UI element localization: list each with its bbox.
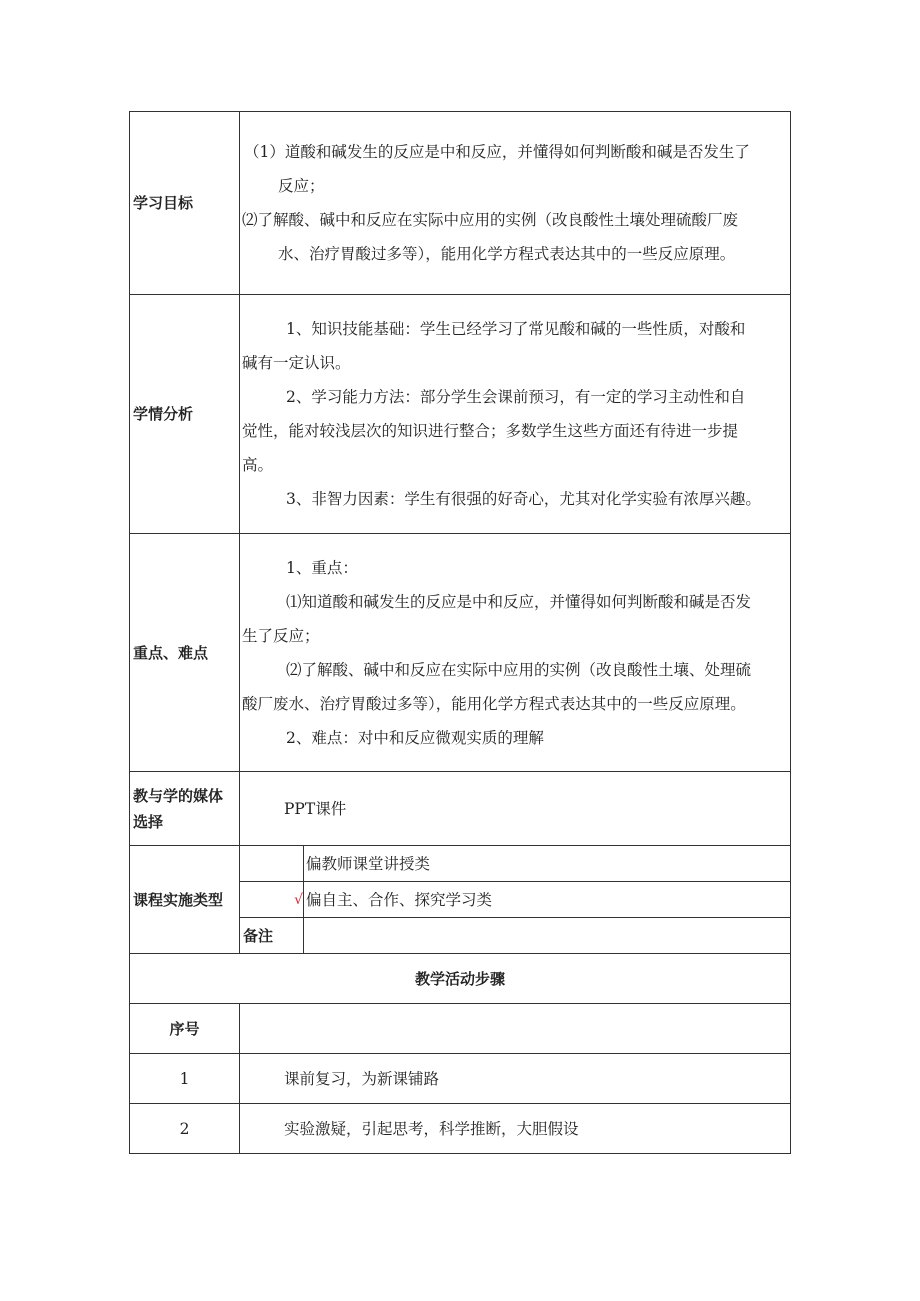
analysis-p3: 3、非智力因素：学生有很强的好奇心，尤其对化学实验有浓厚兴趣。 — [286, 490, 761, 508]
media-value: PPT课件 — [240, 772, 791, 846]
lesson-plan-table — [129, 111, 791, 1154]
objectives-label: 学习目标 — [130, 112, 240, 295]
steps-col-content — [240, 1004, 791, 1054]
analysis-row — [130, 295, 791, 534]
analysis-p1-line-2: 碱有一定认识。 — [242, 354, 351, 372]
analysis-p2-line-3: 高。 — [242, 456, 274, 474]
analysis-p2-line-2: 觉性，能对较浅层次的知识进行整合；多数学生这些方面还有待进一步提 — [242, 422, 739, 440]
objective-2-line-2: 水、治疗胃酸过多等），能用化学方程式表达其中的一些反应原理。 — [278, 245, 736, 263]
note-value — [304, 918, 791, 954]
objectives-row — [130, 112, 791, 295]
course-type-option-2: 偏自主、合作、探究学习类 — [304, 882, 791, 918]
steps-title-row — [130, 954, 791, 1004]
keypoints-line-3b: 酸厂废水、治疗胃酸过多等），能用化学方程式表达其中的一些反应原理。 — [242, 694, 746, 713]
course-type-check-1 — [240, 846, 304, 882]
check-mark-icon: √ — [240, 882, 304, 918]
keypoints-line-1: 1、重点： — [286, 558, 358, 577]
step-text: 实验激疑，引起思考，科学推断，大胆假设 — [240, 1104, 791, 1154]
keypoints-content — [240, 534, 791, 772]
lesson-plan-page — [129, 111, 790, 1154]
steps-col-no: 序号 — [130, 1004, 240, 1054]
step-row — [130, 1054, 791, 1104]
media-label-line-2: 选择 — [133, 812, 164, 831]
keypoints-label: 重点、难点 — [130, 534, 240, 772]
objective-2-line-1: ⑵了解酸、碱中和反应在实际中应用的实例（改良酸性土壤处理硫酸厂废 — [242, 211, 739, 229]
steps-header-row — [130, 1004, 791, 1054]
objective-1-line-2: 反应； — [278, 177, 325, 195]
objective-1-line-1: （1）道酸和碱发生的反应是中和反应，并懂得如何判断酸和碱是否发生了 — [244, 143, 750, 161]
step-number: 1 — [130, 1054, 240, 1104]
media-row — [130, 772, 791, 846]
analysis-label: 学情分析 — [130, 295, 240, 534]
steps-title: 教学活动步骤 — [130, 954, 791, 1004]
objectives-content — [240, 112, 791, 295]
note-label: 备注 — [240, 918, 304, 954]
media-label — [130, 772, 240, 846]
course-type-option-1: 偏教师课堂讲授类 — [304, 846, 791, 882]
keypoints-row — [130, 534, 791, 772]
media-label-line-1: 教与学的媒体 — [133, 786, 224, 805]
analysis-p1-line-1: 1、知识技能基础：学生已经学习了常见酸和碱的一些性质，对酸和 — [286, 320, 746, 338]
analysis-content — [240, 295, 791, 534]
keypoints-line-2b: 生了反应； — [242, 626, 320, 645]
step-row — [130, 1104, 791, 1154]
course-type-label: 课程实施类型 — [130, 846, 240, 954]
keypoints-line-3a: ⑵了解酸、碱中和反应在实际中应用的实例（改良酸性土壤、处理硫 — [286, 660, 752, 679]
course-type-row-1 — [130, 846, 791, 882]
step-text: 课前复习，为新课铺路 — [240, 1054, 791, 1104]
keypoints-line-2a: ⑴知道酸和碱发生的反应是中和反应，并懂得如何判断酸和碱是否发 — [286, 592, 752, 611]
step-number: 2 — [130, 1104, 240, 1154]
keypoints-line-4: 2、难点：对中和反应微观实质的理解 — [286, 728, 544, 747]
analysis-p2-line-1: 2、学习能力方法：部分学生会课前预习，有一定的学习主动性和自 — [286, 388, 746, 406]
